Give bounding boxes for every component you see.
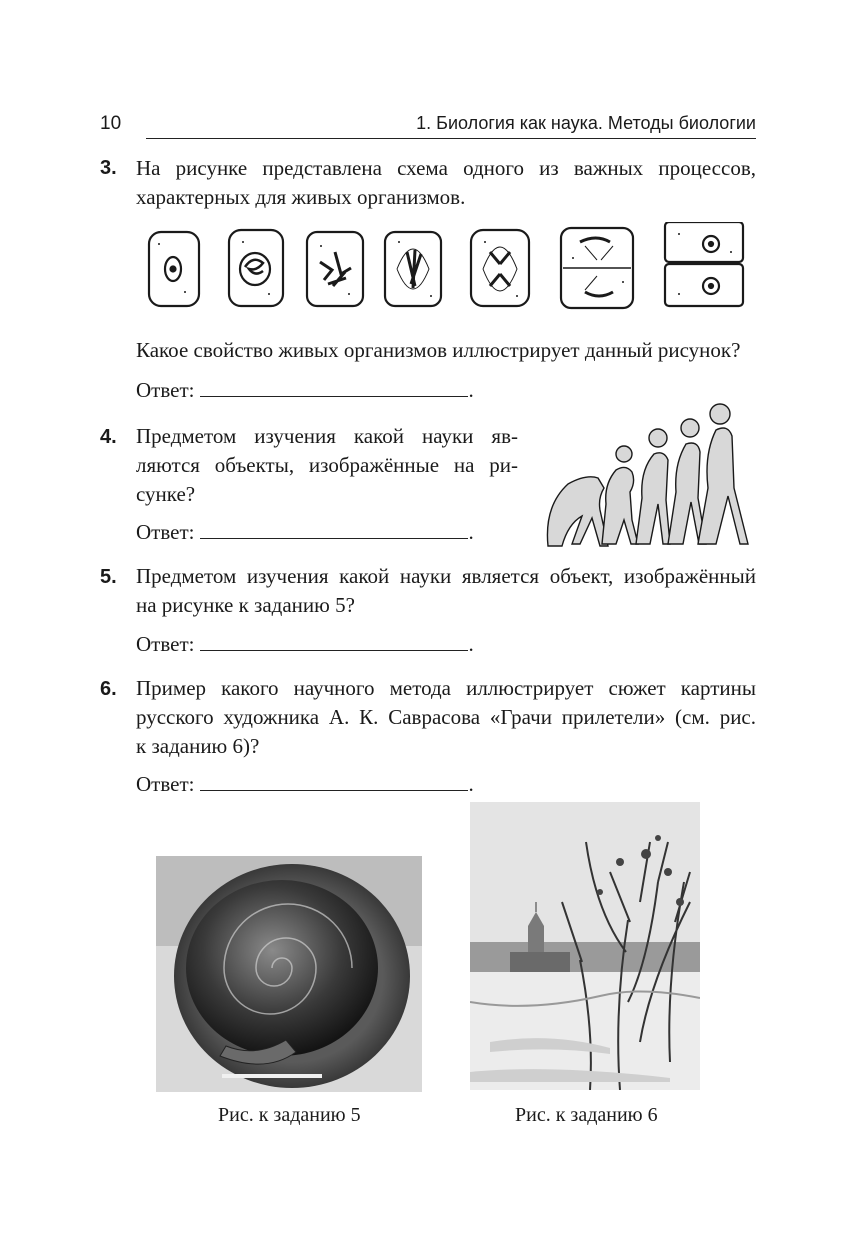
question-6-line-3: к заданию 6)?: [136, 734, 260, 758]
question-6-line-2: русского художника А. К. Саврасова «Грачи прилетели» (см. рис.: [136, 705, 756, 729]
rooks-painting-image: [470, 802, 700, 1090]
question-5-answer-blank[interactable]: [200, 632, 468, 651]
answer-label: Ответ:: [136, 378, 195, 402]
question-5-text: [136, 562, 756, 620]
answer-label: Ответ:: [136, 632, 195, 656]
question-6-text: [136, 674, 756, 761]
question-4-line-3: сунке?: [136, 482, 196, 506]
ammonite-fossil-image: [156, 856, 422, 1092]
figure-6-caption: Рис. к заданию 6: [515, 1104, 658, 1126]
question-5-answer: Ответ: .: [136, 632, 474, 656]
question-4-answer-blank[interactable]: [200, 520, 468, 539]
human-evolution-icon: [540, 396, 758, 548]
question-3-line-1: На рисунке представлена схема одного из важных процессов,: [136, 156, 756, 180]
question-4-answer: Ответ: .: [136, 520, 474, 544]
question-5-line-1: Предметом изучения какой науки является объект, изображённый: [136, 564, 756, 588]
question-6-answer: Ответ: .: [136, 772, 474, 796]
question-4-line-2: ляются объекты, изображённые на ри-: [136, 453, 518, 477]
question-6-answer-blank[interactable]: [200, 772, 468, 791]
answer-label: Ответ:: [136, 520, 195, 544]
question-3-number: 3.: [100, 157, 117, 179]
running-title: 1. Биология как наука. Методы биологии: [416, 113, 756, 133]
figure-5-caption: Рис. к заданию 5: [218, 1104, 361, 1126]
header-rule: [146, 138, 756, 139]
question-3-answer: Ответ: .: [136, 378, 474, 402]
question-4-line-1: Предметом изучения какой науки яв-: [136, 424, 518, 448]
question-3-text: [136, 154, 756, 212]
page-number: 10: [100, 113, 122, 134]
cell-3: [307, 232, 363, 306]
cell-division-icon: [145, 222, 750, 314]
question-6-line-1: Пример какого научного метода иллюстрирует сюжет картины: [136, 676, 756, 700]
question-3-prompt: Какое свойство живых организмов иллюстрирует данный рисунок?: [136, 338, 741, 362]
cell-5: [471, 230, 529, 306]
question-4-number: 4.: [100, 426, 117, 448]
answer-label: Ответ:: [136, 772, 195, 796]
question-5-line-2: на рисунке к заданию 5?: [136, 593, 355, 617]
question-5-number: 5.: [100, 566, 117, 588]
question-6-number: 6.: [100, 678, 117, 700]
question-3-line-2: характерных для живых организмов.: [136, 185, 466, 209]
question-4-text: [136, 422, 518, 509]
question-3-answer-blank[interactable]: [200, 378, 468, 397]
